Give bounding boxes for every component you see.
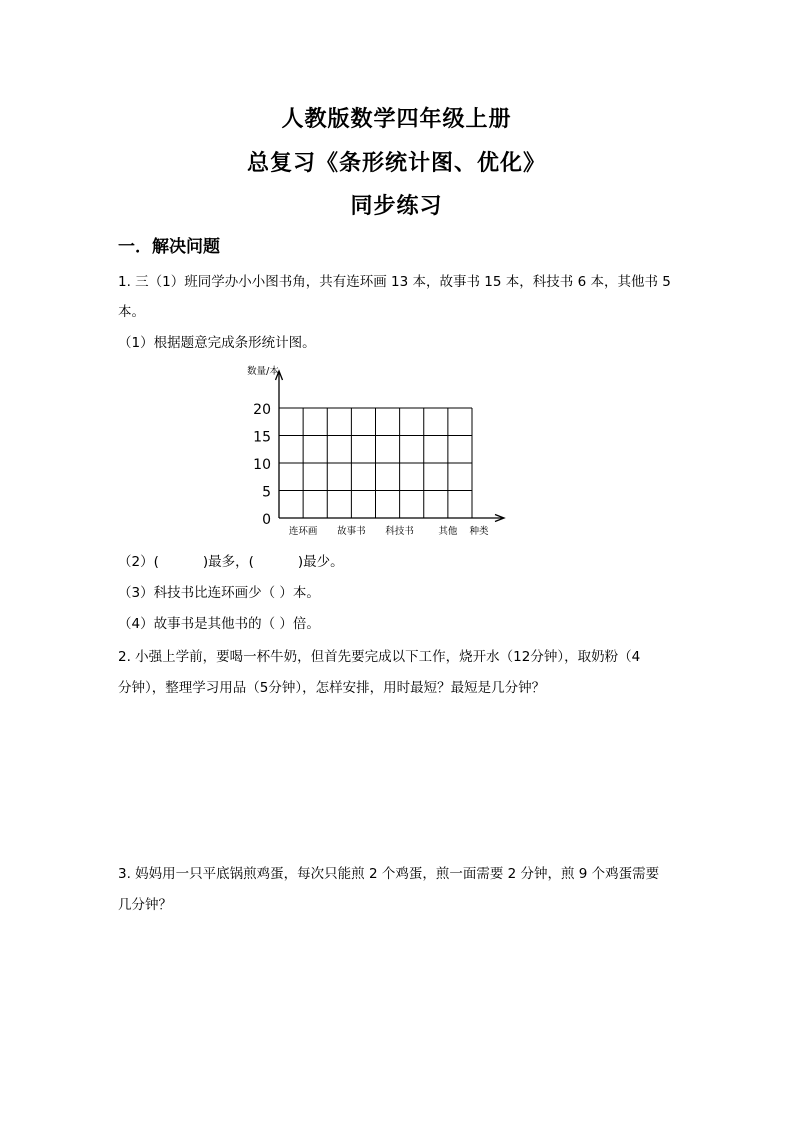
x-category-label: 连环画 [288, 526, 318, 537]
y-tick-label: 0 [262, 512, 271, 528]
q1-sub1: （1）根据题意完成条形统计图。 [118, 335, 316, 351]
q2-line2: 分钟），整理学习用品（5分钟），怎样安排，用时最短？最短是几分钟？ [118, 680, 546, 696]
q2-line1: 2. 小强上学前，要喝一杯牛奶，但首先要完成以下工作，烧开水（12分钟），取奶粉（4 [118, 649, 641, 665]
worksheet-subtitle-2: 同步练习 [350, 193, 443, 219]
y-tick-label: 10 [253, 457, 271, 473]
q3-line1: 3. 妈妈用一只平底锅煎鸡蛋，每次只能煎 2 个鸡蛋，煎一面需要 2 分钟，煎 9 个鸡蛋需要 [118, 866, 660, 882]
q1-line2: 本。 [118, 304, 145, 320]
x-category-label: 科技书 [385, 526, 414, 537]
q1-sub2-middle: )最多，( [202, 554, 254, 570]
y-tick-label: 15 [253, 429, 271, 446]
q1-sub2-prefix: （2）( [118, 554, 159, 570]
q1-sub3: （3）科技书比连环画少（ ）本。 [118, 585, 320, 601]
section-heading: 一．解决问题 [118, 237, 220, 257]
y-tick-label: 5 [262, 484, 271, 501]
q1-sub4: （4）故事书是其他书的（ ）倍。 [118, 616, 320, 632]
q1-sub2-suffix: )最少。 [297, 554, 344, 570]
bar-chart [0, 358, 793, 558]
q1-line1: 1. 三（1）班同学办小小图书角，共有连环画 13 本，故事书 15 本，科技书 6 本，其他书 5 [118, 274, 671, 290]
worksheet-subtitle: 总复习《条形统计图、优化》 [246, 150, 546, 176]
x-axis-label: 种类 [469, 526, 489, 537]
q3-line2: 几分钟？ [118, 897, 172, 913]
y-tick-label: 20 [253, 402, 271, 418]
q1-sub2 [118, 550, 344, 570]
x-category-label: 其他 [438, 526, 458, 537]
worksheet-title: 人教版数学四年级上册 [281, 106, 512, 132]
x-category-label: 故事书 [337, 526, 366, 537]
y-axis-label: 数量/本 [247, 366, 279, 377]
